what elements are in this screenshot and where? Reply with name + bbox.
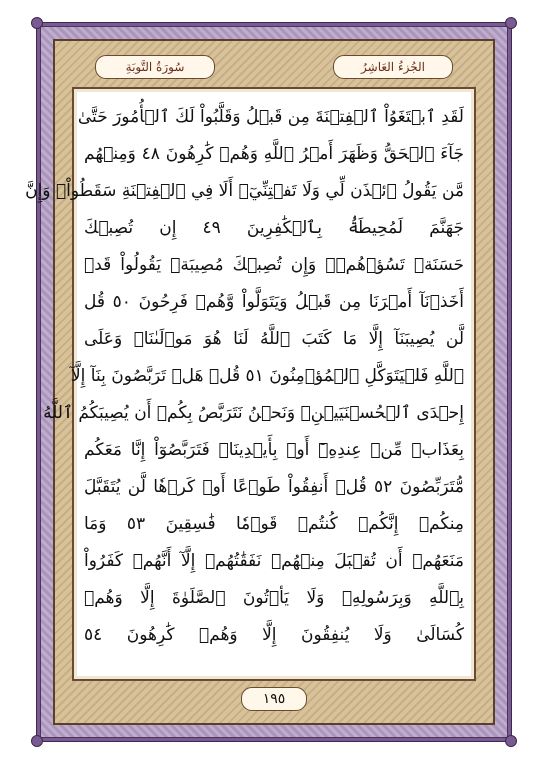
- text-line: بِعَذَابٖ مِّنۡ عِندِهِۦٓ أَوۡ بِأَيۡدِينَاۖ فَتَرَبَّصُوٓاْ إِنَّا مَعَكُم: [84, 440, 464, 460]
- page-number: ١٩٥: [241, 687, 307, 711]
- text-line: بِٱللَّهِ وَبِرَسُولِهِۦ وَلَا يَأۡتُونَ ٱلصَّلَوٰةَ إِلَّا وَهُمۡ: [84, 588, 464, 608]
- page-header: [95, 55, 453, 79]
- text-line: إِحۡدَى ٱلۡحُسۡنَيَيۡنِۖ وَنَحۡنُ نَتَرَبَّصُ بِكُمۡ أَن يُصِيبَكُمُ ٱللَّهُ: [43, 403, 464, 423]
- mushaf-page: [25, 22, 512, 742]
- text-lines: [25, 99, 465, 673]
- decorative-outer-frame: [25, 26, 508, 738]
- surah-name-label: سُورَةُ التَّوبَةِ: [95, 55, 215, 79]
- text-line: مُّتَرَبِّصُونَ ٥٢ قُلۡ أَنفِقُواْ طَوۡعًا أَوۡ كَرۡهٗا لَّن يُتَقَبَّلَ: [84, 477, 464, 497]
- text-line: حَسَنَةٞ تَسُؤۡهُمۡۖ وَإِن تُصِبۡكَ مُصِيبَةٞ يَقُولُواْ قَدۡ: [84, 255, 464, 275]
- text-line: مَنَعَهُمۡ أَن تُقۡبَلَ مِنۡهُمۡ نَفَقَٰتُهُمۡ إِلَّآ أَنَّهُمۡ كَفَرُواْ: [84, 551, 464, 571]
- text-line: جَآءَ ٱلۡحَقُّ وَظَهَرَ أَمۡرُ ٱللَّهِ وَهُمۡ كَٰرِهُونَ ٤٨ وَمِنۡهُم: [84, 144, 464, 164]
- corner-ornament-icon: [505, 17, 517, 29]
- corner-ornament-icon: [31, 735, 43, 747]
- text-line: جَهَنَّمَ لَمُحِيطَةُۢ بِٱلۡكَٰفِرِينَ ٤٩ إِن تُصِبۡكَ: [84, 218, 464, 238]
- corner-ornament-icon: [31, 17, 43, 29]
- text-line: مِنكُمۡ إِنَّكُمۡ كُنتُمۡ قَوۡمٗا فَٰسِقِينَ ٥٣ وَمَا: [84, 514, 464, 534]
- text-line: كُسَالَىٰ وَلَا يُنفِقُونَ إِلَّا وَهُمۡ كَٰرِهُونَ ٥٤: [84, 625, 464, 645]
- text-line: لَّن يُصِيبَنَآ إِلَّا مَا كَتَبَ ٱللَّهُ لَنَا هُوَ مَوۡلَىٰنَاۚ وَعَلَى: [84, 329, 464, 349]
- text-line: ٱللَّهِ فَلۡيَتَوَكَّلِ ٱلۡمُؤۡمِنُونَ ٥١ قُلۡ هَلۡ تَرَبَّصُونَ بِنَآ إِلَّآ: [70, 366, 464, 386]
- quran-text-panel: [25, 87, 476, 681]
- text-line: مَّن يَقُولُ ٱئۡذَن لِّي وَلَا تَفۡتِنِّيٓۚ أَلَا فِي ٱلۡفِتۡنَةِ سَقَطُواْۗ وَإِنَّ: [25, 181, 464, 201]
- decorative-inner-frame: [25, 39, 495, 725]
- juz-label: الجُزءُ العَاشِرُ: [333, 55, 453, 79]
- text-line: لَقَدِ ٱبۡتَغَوُاْ ٱلۡفِتۡنَةَ مِن قَبۡلُ وَقَلَّبُواْ لَكَ ٱلۡأُمُورَ حَتَّىٰ: [77, 107, 464, 127]
- text-line: أَخَذۡنَآ أَمۡرَنَا مِن قَبۡلُ وَيَتَوَلَّواْ وَّهُمۡ فَرِحُونَ ٥٠ قُل: [84, 292, 465, 312]
- corner-ornament-icon: [505, 735, 517, 747]
